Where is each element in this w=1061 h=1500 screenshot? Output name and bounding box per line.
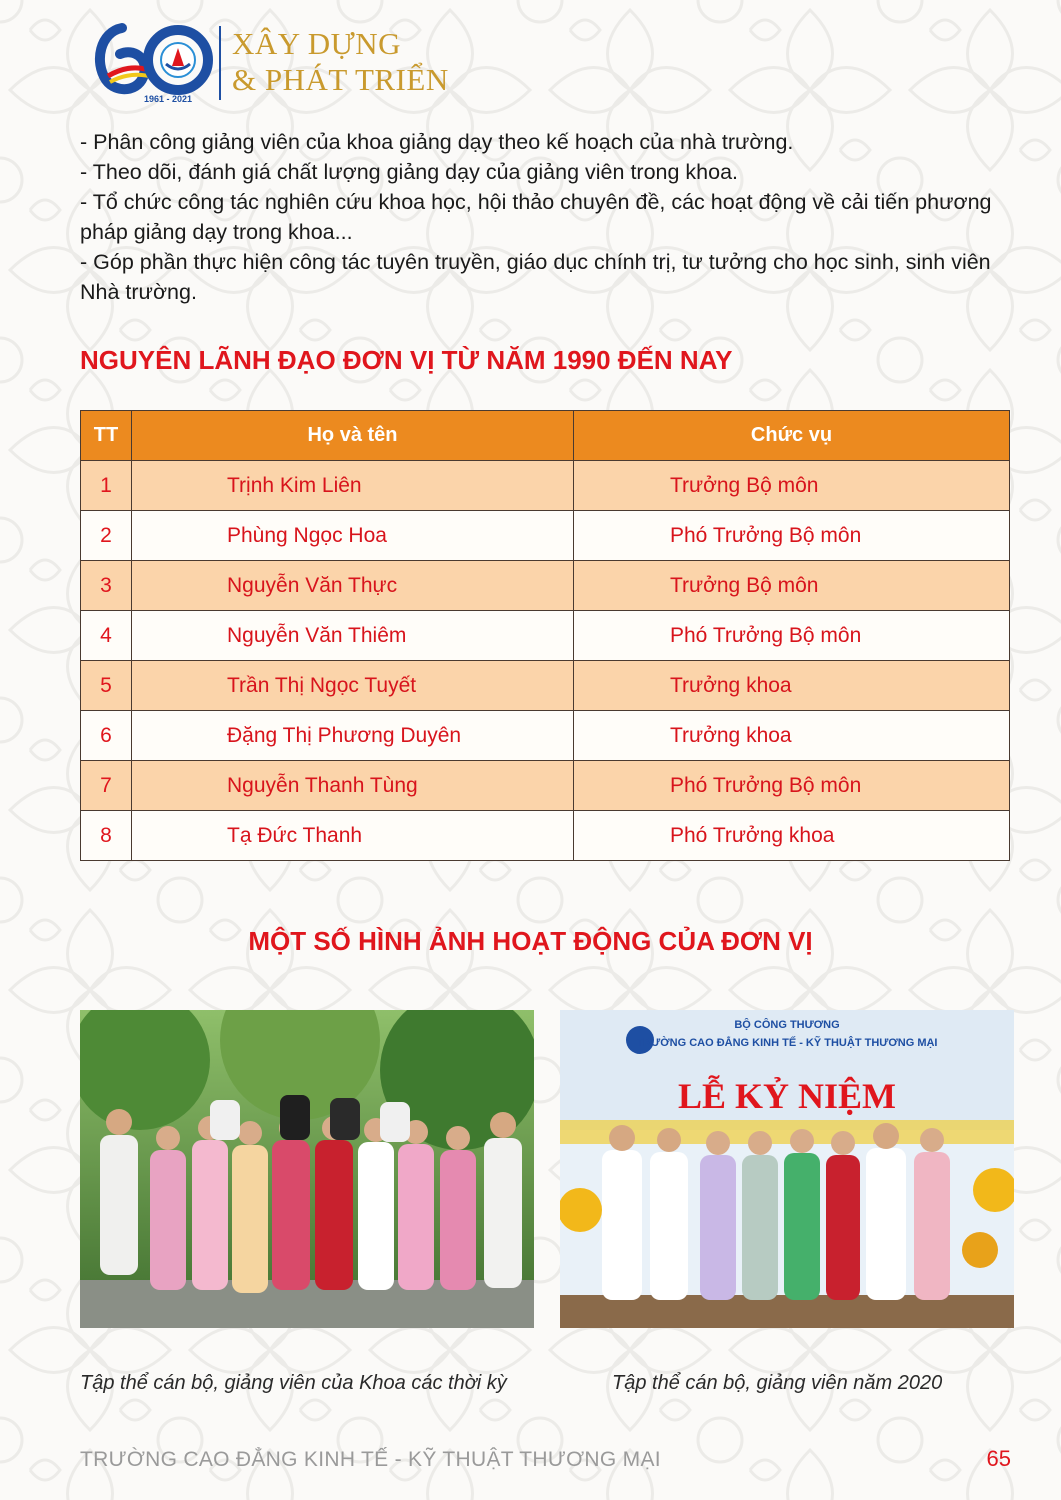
table-row (81, 611, 1010, 661)
leader-role: Trưởng khoa (574, 711, 1010, 761)
leader-name: Đặng Thị Phương Duyên (132, 711, 574, 761)
table-row (81, 811, 1010, 861)
group-photo-2020 (560, 1010, 1014, 1328)
header-title-line2: & PHÁT TRIỂN (232, 62, 449, 97)
leader-name: Tạ Đức Thanh (132, 811, 574, 861)
page-number: 65 (986, 1446, 1011, 1471)
row-number: 6 (81, 711, 132, 761)
column-header-role: Chức vụ (574, 411, 1010, 461)
table-row (81, 661, 1010, 711)
table-row (81, 711, 1010, 761)
leaders-table (80, 410, 1010, 861)
footer-school-name: TRƯỜNG CAO ĐẲNG KINH TẾ - KỸ THUẬT THƯƠNG MẠI (80, 1448, 661, 1471)
leader-role: Trưởng Bộ môn (574, 461, 1010, 511)
leader-role: Trưởng Bộ môn (574, 561, 1010, 611)
banner-event: LỄ KỶ NIỆM (677, 1076, 897, 1116)
row-number: 8 (81, 811, 132, 861)
intro-line: - Góp phần thực hiện công tác tuyên truyền, giáo dục chính trị, tư tưởng cho học sinh, sinh viên Nhà trường. (80, 250, 991, 304)
group-photo-historical (80, 1010, 534, 1328)
photo-caption-historical: Tập thể cán bộ, giảng viên của Khoa các thời kỳ (80, 1372, 507, 1394)
intro-line: - Theo dõi, đánh giá chất lượng giảng dạy của giảng viên trong khoa. (80, 160, 739, 184)
leader-role: Phó Trưởng khoa (574, 811, 1010, 861)
row-number: 2 (81, 511, 132, 561)
leader-name: Phùng Ngọc Hoa (132, 511, 574, 561)
intro-line: - Tổ chức công tác nghiên cứu khoa học, hội thảo chuyên đề, các hoạt động về cải tiến phương pháp giảng dạy trong khoa... (80, 190, 992, 244)
row-number: 7 (81, 761, 132, 811)
row-number: 1 (81, 461, 132, 511)
logo-years: 1961 - 2021 (144, 94, 193, 104)
leader-role: Phó Trưởng Bộ môn (574, 511, 1010, 561)
table-row (81, 561, 1010, 611)
intro-line: - Phân công giảng viên của khoa giảng dạy theo kế hoạch của nhà trường. (80, 130, 794, 154)
photo-caption-2020: Tập thể cán bộ, giảng viên năm 2020 (612, 1372, 943, 1394)
leader-role: Phó Trưởng Bộ môn (574, 611, 1010, 661)
banner-ministry: BỘ CÔNG THƯƠNG (734, 1019, 840, 1031)
row-number: 4 (81, 611, 132, 661)
column-header-tt: TT (81, 411, 132, 461)
anniversary-logo (92, 22, 214, 104)
leader-name: Trịnh Kim Liên (132, 461, 574, 511)
banner-school: TRƯỜNG CAO ĐẲNG KINH TẾ - KỸ THUẬT THƯƠNG MẠI (636, 1037, 938, 1049)
photos-section-title: MỘT SỐ HÌNH ẢNH HOẠT ĐỘNG CỦA ĐƠN VỊ (248, 926, 813, 956)
column-header-name: Họ và tên (132, 411, 574, 461)
leader-role: Trưởng khoa (574, 661, 1010, 711)
table-row (81, 461, 1010, 511)
leader-role: Phó Trưởng Bộ môn (574, 761, 1010, 811)
header-title-line1: XÂY DỰNG (232, 26, 401, 61)
row-number: 3 (81, 561, 132, 611)
table-row (81, 511, 1010, 561)
leaders-section-title: NGUYÊN LÃNH ĐẠO ĐƠN VỊ TỪ NĂM 1990 ĐẾN NAY (80, 345, 733, 375)
table-row (81, 761, 1010, 811)
header-title (232, 26, 449, 98)
intro-text (80, 127, 1015, 307)
row-number: 5 (81, 661, 132, 711)
leader-name: Nguyễn Thanh Tùng (132, 761, 574, 811)
leader-name: Nguyễn Văn Thiêm (132, 611, 574, 661)
table-header-row (81, 411, 1010, 461)
leader-name: Nguyễn Văn Thực (132, 561, 574, 611)
header-divider (219, 26, 221, 100)
leader-name: Trần Thị Ngọc Tuyết (132, 661, 574, 711)
